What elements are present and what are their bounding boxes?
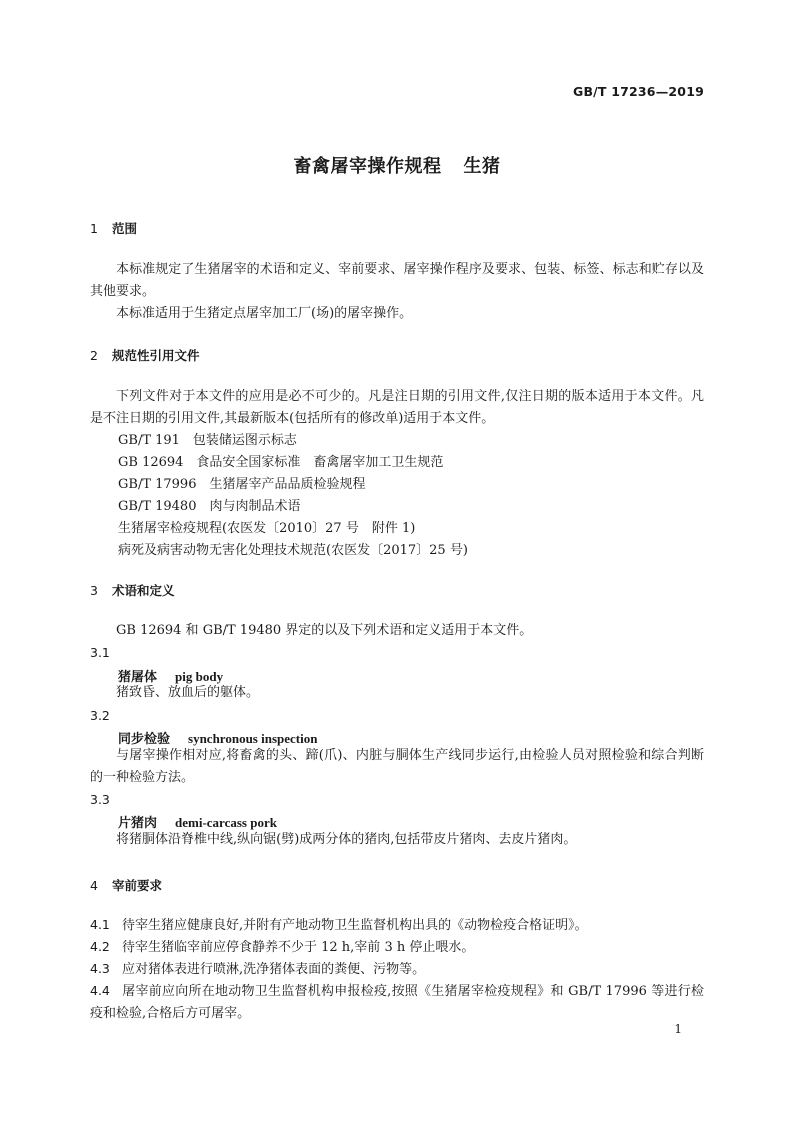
title-sub: 生猪 (463, 156, 501, 177)
requirement-item (90, 936, 704, 959)
section-title: 规范性引用文件 (112, 348, 200, 363)
term-english: synchronous inspection (188, 731, 318, 746)
section-number: 4 (90, 878, 98, 893)
reference-item: GB/T 17996 生猪屠宰产品品质检验规程 (118, 477, 366, 492)
term-english: pig body (175, 669, 224, 684)
item-number: 4.3 (90, 961, 110, 976)
item-text: 应对猪体表进行喷淋,洗净猪体表面的粪便、污物等。 (122, 962, 426, 977)
page-number: 1 (674, 1022, 682, 1036)
reference-item: GB 12694 食品安全国家标准 畜禽屠宰加工卫生规范 (118, 455, 444, 470)
reference-item: GB/T 191 包装储运图示标志 (118, 433, 297, 448)
term-chinese: 片猪肉 (118, 816, 158, 831)
section-title: 宰前要求 (112, 878, 163, 893)
term-number: 3.2 (90, 708, 110, 723)
term-chinese: 猪屠体 (118, 670, 158, 685)
term-definition: 将猪胴体沿脊椎中线,纵向锯(劈)成两分体的猪肉,包括带皮片猪肉、去皮片猪肉。 (116, 832, 577, 847)
section-title: 范围 (112, 221, 138, 236)
section-1-paragraph-2: 本标准适用于生猪定点屠宰加工厂(场)的屠宰操作。 (116, 306, 413, 321)
section-3-intro: GB 12694 和 GB/T 19480 界定的以及下列术语和定义适用于本文件。 (116, 623, 533, 638)
item-text: 待宰生猪临宰前应停食静养不少于 12 h,宰前 3 h 停止喂水。 (122, 940, 475, 955)
section-4-heading (90, 875, 704, 897)
section-number: 3 (90, 583, 98, 598)
item-number: 4.2 (90, 939, 110, 954)
requirement-item (90, 980, 704, 1025)
standard-number: GB/T 17236—2019 (572, 84, 704, 99)
title-main: 畜禽屠宰操作规程 (293, 156, 442, 177)
item-text: 待宰生猪应健康良好,并附有产地动物卫生监督机构出具的《动物检疫合格证明》。 (122, 918, 588, 933)
term-english: demi-carcass pork (175, 815, 277, 830)
section-3-heading (90, 580, 704, 602)
term-definition: 与屠宰操作相对应,将畜禽的头、蹄(爪)、内脏与胴体生产线同步运行,由检验人员对照检验和综合判断的一种检验方法。 (90, 748, 704, 785)
term-number: 3.1 (90, 645, 110, 660)
item-text: 屠宰前应向所在地动物卫生监督机构申报检疫,按照《生猪屠宰检疫规程》和 GB/T 17996 等进行检疫和检验,合格后方可屠宰。 (90, 984, 704, 1021)
requirement-item (90, 958, 704, 981)
section-2-paragraph: 下列文件对于本文件的应用是必不可少的。凡是注日期的引用文件,仅注日期的版本适用于本文件。凡是不注日期的引用文件,其最新版本(包括所有的修改单)适用于本文件。 (90, 389, 704, 426)
item-number: 4.4 (90, 983, 110, 998)
section-2-heading (90, 345, 704, 367)
term-chinese: 同步检验 (118, 732, 171, 747)
section-number: 2 (90, 348, 98, 363)
requirement-item (90, 914, 704, 937)
reference-item: GB/T 19480 肉与肉制品术语 (118, 499, 301, 514)
section-title: 术语和定义 (112, 583, 175, 598)
term-definition: 猪致昏、放血后的躯体。 (116, 685, 260, 700)
term-number: 3.3 (90, 792, 110, 807)
reference-item: 生猪屠宰检疫规程(农医发〔2010〕27 号 附件 1) (118, 521, 416, 536)
item-number: 4.1 (90, 917, 110, 932)
reference-item: 病死及病害动物无害化处理技术规范(农医发〔2017〕25 号) (118, 543, 468, 558)
section-1-heading (90, 218, 704, 240)
section-number: 1 (90, 221, 98, 236)
section-1-paragraph-1: 本标准规定了生猪屠宰的术语和定义、宰前要求、屠宰操作程序及要求、包装、标签、标志和贮存以及其他要求。 (90, 262, 704, 299)
document-title (0, 152, 794, 178)
